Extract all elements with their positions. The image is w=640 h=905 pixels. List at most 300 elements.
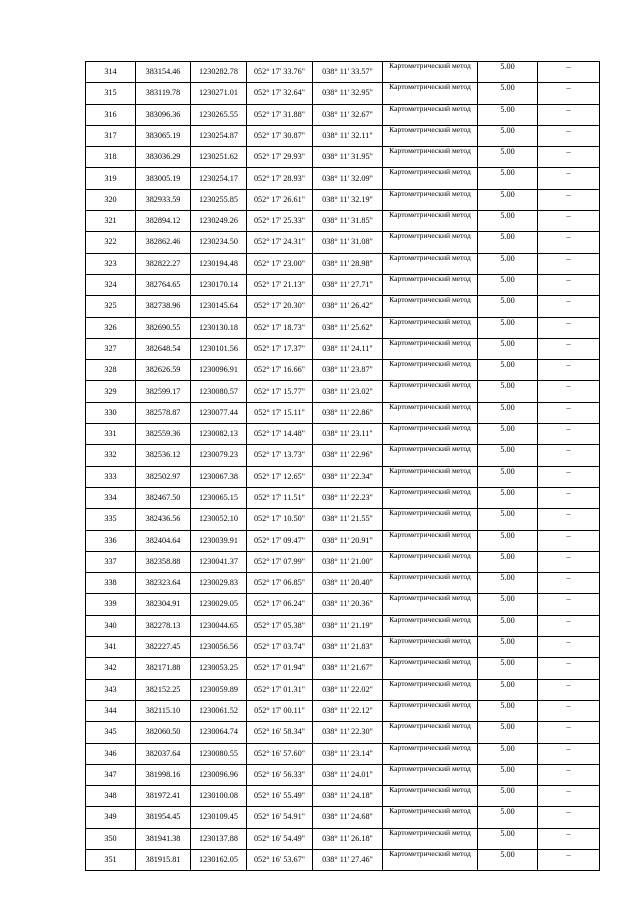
point-number-cell: 346 <box>86 743 136 764</box>
y-coordinate-cell: 1230044.65 <box>191 615 247 636</box>
latitude-cell: 052° 17' 26.61" <box>247 189 313 210</box>
x-coordinate-cell: 382502.97 <box>136 466 191 487</box>
latitude-cell: 052° 17' 11.51" <box>247 487 313 508</box>
table-row <box>86 509 600 530</box>
y-coordinate-cell: 1230265.55 <box>191 104 247 125</box>
description-cell: – <box>538 338 600 359</box>
y-coordinate-cell: 1230077.44 <box>191 402 247 423</box>
table-row <box>86 466 600 487</box>
description-cell: – <box>538 637 600 658</box>
x-coordinate-cell: 382115.10 <box>136 700 191 721</box>
method-cell: Картометрический метод <box>383 637 478 658</box>
description-cell: – <box>538 83 600 104</box>
table-row <box>86 743 600 764</box>
x-coordinate-cell: 382648.54 <box>136 338 191 359</box>
table-row <box>86 211 600 232</box>
method-cell: Картометрический метод <box>383 487 478 508</box>
method-cell: Картометрический метод <box>383 679 478 700</box>
table-row <box>86 445 600 466</box>
accuracy-cell: 5.00 <box>478 104 538 125</box>
accuracy-cell: 5.00 <box>478 615 538 636</box>
latitude-cell: 052° 16' 57.60" <box>247 743 313 764</box>
y-coordinate-cell: 1230282.78 <box>191 62 247 83</box>
x-coordinate-cell: 381998.16 <box>136 764 191 785</box>
y-coordinate-cell: 1230041.37 <box>191 551 247 572</box>
point-number-cell: 330 <box>86 402 136 423</box>
latitude-cell: 052° 17' 09.47" <box>247 530 313 551</box>
longitude-cell: 038° 11' 27.46" <box>313 849 383 870</box>
longitude-cell: 038° 11' 22.12" <box>313 700 383 721</box>
x-coordinate-cell: 382764.65 <box>136 274 191 295</box>
x-coordinate-cell: 381941.38 <box>136 828 191 849</box>
latitude-cell: 052° 17' 13.73" <box>247 445 313 466</box>
description-cell: – <box>538 424 600 445</box>
accuracy-cell: 5.00 <box>478 743 538 764</box>
y-coordinate-cell: 1230109.45 <box>191 807 247 828</box>
accuracy-cell: 5.00 <box>478 211 538 232</box>
method-cell: Картометрический метод <box>383 62 478 83</box>
point-number-cell: 344 <box>86 700 136 721</box>
latitude-cell: 052° 17' 01.94" <box>247 658 313 679</box>
point-number-cell: 345 <box>86 722 136 743</box>
latitude-cell: 052° 17' 33.76" <box>247 62 313 83</box>
x-coordinate-cell: 383036.29 <box>136 147 191 168</box>
table-row <box>86 125 600 146</box>
y-coordinate-cell: 1230052.10 <box>191 509 247 530</box>
latitude-cell: 052° 17' 24.31" <box>247 232 313 253</box>
table-row <box>86 424 600 445</box>
table-row <box>86 530 600 551</box>
point-number-cell: 335 <box>86 509 136 530</box>
method-cell: Картометрический метод <box>383 125 478 146</box>
point-number-cell: 333 <box>86 466 136 487</box>
x-coordinate-cell: 382171.88 <box>136 658 191 679</box>
table-row <box>86 807 600 828</box>
y-coordinate-cell: 1230194.48 <box>191 253 247 274</box>
method-cell: Картометрический метод <box>383 551 478 572</box>
accuracy-cell: 5.00 <box>478 679 538 700</box>
method-cell: Картометрический метод <box>383 296 478 317</box>
x-coordinate-cell: 382037.64 <box>136 743 191 764</box>
table-row <box>86 828 600 849</box>
accuracy-cell: 5.00 <box>478 424 538 445</box>
method-cell: Картометрический метод <box>383 594 478 615</box>
method-cell: Картометрический метод <box>383 807 478 828</box>
method-cell: Картометрический метод <box>383 764 478 785</box>
y-coordinate-cell: 1230130.18 <box>191 317 247 338</box>
description-cell: – <box>538 189 600 210</box>
description-cell: – <box>538 679 600 700</box>
x-coordinate-cell: 382323.64 <box>136 573 191 594</box>
description-cell: – <box>538 551 600 572</box>
accuracy-cell: 5.00 <box>478 232 538 253</box>
longitude-cell: 038° 11' 21.83" <box>313 637 383 658</box>
x-coordinate-cell: 383119.78 <box>136 83 191 104</box>
latitude-cell: 052° 17' 18.73" <box>247 317 313 338</box>
table-row <box>86 360 600 381</box>
point-number-cell: 343 <box>86 679 136 700</box>
latitude-cell: 052° 17' 07.99" <box>247 551 313 572</box>
longitude-cell: 038° 11' 22.96" <box>313 445 383 466</box>
description-cell: – <box>538 573 600 594</box>
longitude-cell: 038° 11' 26.42" <box>313 296 383 317</box>
point-number-cell: 342 <box>86 658 136 679</box>
longitude-cell: 038° 11' 26.18" <box>313 828 383 849</box>
table-row <box>86 168 600 189</box>
method-cell: Картометрический метод <box>383 317 478 338</box>
y-coordinate-cell: 1230061.52 <box>191 700 247 721</box>
accuracy-cell: 5.00 <box>478 573 538 594</box>
table-row <box>86 317 600 338</box>
longitude-cell: 038° 11' 22.23" <box>313 487 383 508</box>
longitude-cell: 038° 11' 21.67" <box>313 658 383 679</box>
latitude-cell: 052° 17' 06.24" <box>247 594 313 615</box>
table-row <box>86 700 600 721</box>
y-coordinate-cell: 1230053.25 <box>191 658 247 679</box>
longitude-cell: 038° 11' 32.11" <box>313 125 383 146</box>
method-cell: Картометрический метод <box>383 211 478 232</box>
y-coordinate-cell: 1230100.08 <box>191 786 247 807</box>
y-coordinate-cell: 1230251.62 <box>191 147 247 168</box>
description-cell: – <box>538 317 600 338</box>
longitude-cell: 038° 11' 20.40" <box>313 573 383 594</box>
method-cell: Картометрический метод <box>383 83 478 104</box>
latitude-cell: 052° 17' 23.00" <box>247 253 313 274</box>
table-row <box>86 402 600 423</box>
y-coordinate-cell: 1230101.56 <box>191 338 247 359</box>
description-cell: – <box>538 828 600 849</box>
y-coordinate-cell: 1230064.74 <box>191 722 247 743</box>
point-number-cell: 337 <box>86 551 136 572</box>
accuracy-cell: 5.00 <box>478 786 538 807</box>
point-number-cell: 318 <box>86 147 136 168</box>
y-coordinate-cell: 1230254.87 <box>191 125 247 146</box>
x-coordinate-cell: 382536.12 <box>136 445 191 466</box>
accuracy-cell: 5.00 <box>478 338 538 359</box>
table-row <box>86 764 600 785</box>
latitude-cell: 052° 17' 21.13" <box>247 274 313 295</box>
accuracy-cell: 5.00 <box>478 637 538 658</box>
x-coordinate-cell: 382227.45 <box>136 637 191 658</box>
longitude-cell: 038° 11' 32.67" <box>313 104 383 125</box>
latitude-cell: 052° 17' 17.37" <box>247 338 313 359</box>
longitude-cell: 038° 11' 23.02" <box>313 381 383 402</box>
table-row <box>86 381 600 402</box>
latitude-cell: 052° 17' 01.31" <box>247 679 313 700</box>
y-coordinate-cell: 1230080.55 <box>191 743 247 764</box>
y-coordinate-cell: 1230065.15 <box>191 487 247 508</box>
accuracy-cell: 5.00 <box>478 147 538 168</box>
accuracy-cell: 5.00 <box>478 466 538 487</box>
longitude-cell: 038° 11' 27.71" <box>313 274 383 295</box>
description-cell: – <box>538 466 600 487</box>
longitude-cell: 038° 11' 23.14" <box>313 743 383 764</box>
point-number-cell: 324 <box>86 274 136 295</box>
point-number-cell: 326 <box>86 317 136 338</box>
accuracy-cell: 5.00 <box>478 658 538 679</box>
longitude-cell: 038° 11' 32.95" <box>313 83 383 104</box>
point-number-cell: 341 <box>86 637 136 658</box>
table-body <box>86 62 600 871</box>
latitude-cell: 052° 16' 56.33" <box>247 764 313 785</box>
latitude-cell: 052° 17' 05.38" <box>247 615 313 636</box>
x-coordinate-cell: 382060.50 <box>136 722 191 743</box>
point-number-cell: 315 <box>86 83 136 104</box>
point-number-cell: 334 <box>86 487 136 508</box>
method-cell: Картометрический метод <box>383 253 478 274</box>
description-cell: – <box>538 445 600 466</box>
accuracy-cell: 5.00 <box>478 509 538 530</box>
y-coordinate-cell: 1230254.17 <box>191 168 247 189</box>
y-coordinate-cell: 1230249.26 <box>191 211 247 232</box>
method-cell: Картометрический метод <box>383 786 478 807</box>
point-number-cell: 314 <box>86 62 136 83</box>
y-coordinate-cell: 1230059.89 <box>191 679 247 700</box>
y-coordinate-cell: 1230029.05 <box>191 594 247 615</box>
point-number-cell: 325 <box>86 296 136 317</box>
x-coordinate-cell: 382822.27 <box>136 253 191 274</box>
x-coordinate-cell: 382404.64 <box>136 530 191 551</box>
point-number-cell: 339 <box>86 594 136 615</box>
longitude-cell: 038° 11' 31.95" <box>313 147 383 168</box>
point-number-cell: 327 <box>86 338 136 359</box>
point-number-cell: 323 <box>86 253 136 274</box>
point-number-cell: 347 <box>86 764 136 785</box>
method-cell: Картометрический метод <box>383 147 478 168</box>
latitude-cell: 052° 17' 25.33" <box>247 211 313 232</box>
description-cell: – <box>538 722 600 743</box>
x-coordinate-cell: 382436.56 <box>136 509 191 530</box>
x-coordinate-cell: 383065.19 <box>136 125 191 146</box>
accuracy-cell: 5.00 <box>478 253 538 274</box>
table-row <box>86 83 600 104</box>
table-row <box>86 849 600 870</box>
table-row <box>86 189 600 210</box>
accuracy-cell: 5.00 <box>478 828 538 849</box>
method-cell: Картометрический метод <box>383 828 478 849</box>
description-cell: – <box>538 700 600 721</box>
description-cell: – <box>538 104 600 125</box>
x-coordinate-cell: 382894.12 <box>136 211 191 232</box>
table-row <box>86 551 600 572</box>
point-number-cell: 332 <box>86 445 136 466</box>
accuracy-cell: 5.00 <box>478 360 538 381</box>
description-cell: – <box>538 168 600 189</box>
longitude-cell: 038° 11' 31.08" <box>313 232 383 253</box>
longitude-cell: 038° 11' 21.19" <box>313 615 383 636</box>
accuracy-cell: 5.00 <box>478 849 538 870</box>
x-coordinate-cell: 382559.36 <box>136 424 191 445</box>
x-coordinate-cell: 382599.17 <box>136 381 191 402</box>
y-coordinate-cell: 1230029.83 <box>191 573 247 594</box>
y-coordinate-cell: 1230082.13 <box>191 424 247 445</box>
latitude-cell: 052° 17' 15.11" <box>247 402 313 423</box>
longitude-cell: 038° 11' 32.09" <box>313 168 383 189</box>
method-cell: Картометрический метод <box>383 509 478 530</box>
accuracy-cell: 5.00 <box>478 722 538 743</box>
longitude-cell: 038° 11' 21.55" <box>313 509 383 530</box>
table-row <box>86 147 600 168</box>
method-cell: Картометрический метод <box>383 466 478 487</box>
longitude-cell: 038° 11' 22.86" <box>313 402 383 423</box>
point-number-cell: 348 <box>86 786 136 807</box>
method-cell: Картометрический метод <box>383 232 478 253</box>
x-coordinate-cell: 383154.46 <box>136 62 191 83</box>
table-row <box>86 253 600 274</box>
point-number-cell: 351 <box>86 849 136 870</box>
x-coordinate-cell: 382738.96 <box>136 296 191 317</box>
method-cell: Картометрический метод <box>383 849 478 870</box>
point-number-cell: 328 <box>86 360 136 381</box>
method-cell: Картометрический метод <box>383 573 478 594</box>
longitude-cell: 038° 11' 24.18" <box>313 786 383 807</box>
latitude-cell: 052° 16' 53.67" <box>247 849 313 870</box>
description-cell: – <box>538 743 600 764</box>
latitude-cell: 052° 17' 15.77" <box>247 381 313 402</box>
accuracy-cell: 5.00 <box>478 530 538 551</box>
point-number-cell: 320 <box>86 189 136 210</box>
description-cell: – <box>538 147 600 168</box>
description-cell: – <box>538 402 600 423</box>
x-coordinate-cell: 381954.45 <box>136 807 191 828</box>
accuracy-cell: 5.00 <box>478 807 538 828</box>
point-number-cell: 349 <box>86 807 136 828</box>
table-row <box>86 722 600 743</box>
method-cell: Картометрический метод <box>383 189 478 210</box>
longitude-cell: 038° 11' 22.30" <box>313 722 383 743</box>
accuracy-cell: 5.00 <box>478 381 538 402</box>
method-cell: Картометрический метод <box>383 360 478 381</box>
y-coordinate-cell: 1230039.91 <box>191 530 247 551</box>
latitude-cell: 052° 17' 31.88" <box>247 104 313 125</box>
accuracy-cell: 5.00 <box>478 594 538 615</box>
x-coordinate-cell: 383096.36 <box>136 104 191 125</box>
description-cell: – <box>538 786 600 807</box>
description-cell: – <box>538 487 600 508</box>
table-row <box>86 62 600 83</box>
description-cell: – <box>538 62 600 83</box>
accuracy-cell: 5.00 <box>478 83 538 104</box>
description-cell: – <box>538 849 600 870</box>
description-cell: – <box>538 764 600 785</box>
y-coordinate-cell: 1230137.88 <box>191 828 247 849</box>
longitude-cell: 038° 11' 28.98" <box>313 253 383 274</box>
latitude-cell: 052° 17' 03.74" <box>247 637 313 658</box>
longitude-cell: 038° 11' 23.11" <box>313 424 383 445</box>
x-coordinate-cell: 383005.19 <box>136 168 191 189</box>
method-cell: Картометрический метод <box>383 168 478 189</box>
accuracy-cell: 5.00 <box>478 317 538 338</box>
method-cell: Картометрический метод <box>383 338 478 359</box>
document-page <box>85 61 599 871</box>
table-row <box>86 232 600 253</box>
x-coordinate-cell: 382690.55 <box>136 317 191 338</box>
point-number-cell: 329 <box>86 381 136 402</box>
x-coordinate-cell: 382304.91 <box>136 594 191 615</box>
y-coordinate-cell: 1230234.50 <box>191 232 247 253</box>
longitude-cell: 038° 11' 24.11" <box>313 338 383 359</box>
method-cell: Картометрический метод <box>383 700 478 721</box>
table-row <box>86 786 600 807</box>
latitude-cell: 052° 16' 54.91" <box>247 807 313 828</box>
longitude-cell: 038° 11' 20.36" <box>313 594 383 615</box>
y-coordinate-cell: 1230255.85 <box>191 189 247 210</box>
x-coordinate-cell: 382626.59 <box>136 360 191 381</box>
description-cell: – <box>538 296 600 317</box>
longitude-cell: 038° 11' 22.34" <box>313 466 383 487</box>
description-cell: – <box>538 211 600 232</box>
method-cell: Картометрический метод <box>383 402 478 423</box>
latitude-cell: 052° 17' 20.30" <box>247 296 313 317</box>
x-coordinate-cell: 382278.13 <box>136 615 191 636</box>
accuracy-cell: 5.00 <box>478 274 538 295</box>
y-coordinate-cell: 1230145.64 <box>191 296 247 317</box>
x-coordinate-cell: 381915.81 <box>136 849 191 870</box>
description-cell: – <box>538 274 600 295</box>
table-row <box>86 487 600 508</box>
longitude-cell: 038° 11' 21.00" <box>313 551 383 572</box>
longitude-cell: 038° 11' 33.57" <box>313 62 383 83</box>
point-number-cell: 331 <box>86 424 136 445</box>
table-row <box>86 594 600 615</box>
description-cell: – <box>538 615 600 636</box>
latitude-cell: 052° 17' 30.87" <box>247 125 313 146</box>
y-coordinate-cell: 1230080.57 <box>191 381 247 402</box>
description-cell: – <box>538 658 600 679</box>
latitude-cell: 052° 17' 10.50" <box>247 509 313 530</box>
accuracy-cell: 5.00 <box>478 168 538 189</box>
table-row <box>86 679 600 700</box>
longitude-cell: 038° 11' 22.02" <box>313 679 383 700</box>
method-cell: Картометрический метод <box>383 274 478 295</box>
longitude-cell: 038° 11' 23.87" <box>313 360 383 381</box>
point-number-cell: 340 <box>86 615 136 636</box>
method-cell: Картометрический метод <box>383 445 478 466</box>
table-row <box>86 637 600 658</box>
method-cell: Картометрический метод <box>383 424 478 445</box>
table-row <box>86 296 600 317</box>
description-cell: – <box>538 530 600 551</box>
description-cell: – <box>538 381 600 402</box>
method-cell: Картометрический метод <box>383 722 478 743</box>
latitude-cell: 052° 16' 55.49" <box>247 786 313 807</box>
accuracy-cell: 5.00 <box>478 487 538 508</box>
point-number-cell: 321 <box>86 211 136 232</box>
table-row <box>86 658 600 679</box>
x-coordinate-cell: 382152.25 <box>136 679 191 700</box>
point-number-cell: 336 <box>86 530 136 551</box>
latitude-cell: 052° 17' 00.11" <box>247 700 313 721</box>
point-number-cell: 322 <box>86 232 136 253</box>
x-coordinate-cell: 381972.41 <box>136 786 191 807</box>
latitude-cell: 052° 17' 16.66" <box>247 360 313 381</box>
point-number-cell: 316 <box>86 104 136 125</box>
method-cell: Картометрический метод <box>383 658 478 679</box>
accuracy-cell: 5.00 <box>478 402 538 423</box>
accuracy-cell: 5.00 <box>478 189 538 210</box>
y-coordinate-cell: 1230271.01 <box>191 83 247 104</box>
x-coordinate-cell: 382578.87 <box>136 402 191 423</box>
description-cell: – <box>538 594 600 615</box>
table-row <box>86 104 600 125</box>
accuracy-cell: 5.00 <box>478 445 538 466</box>
y-coordinate-cell: 1230067.38 <box>191 466 247 487</box>
description-cell: – <box>538 360 600 381</box>
y-coordinate-cell: 1230162.05 <box>191 849 247 870</box>
point-number-cell: 319 <box>86 168 136 189</box>
latitude-cell: 052° 17' 14.48" <box>247 424 313 445</box>
longitude-cell: 038° 11' 24.01" <box>313 764 383 785</box>
